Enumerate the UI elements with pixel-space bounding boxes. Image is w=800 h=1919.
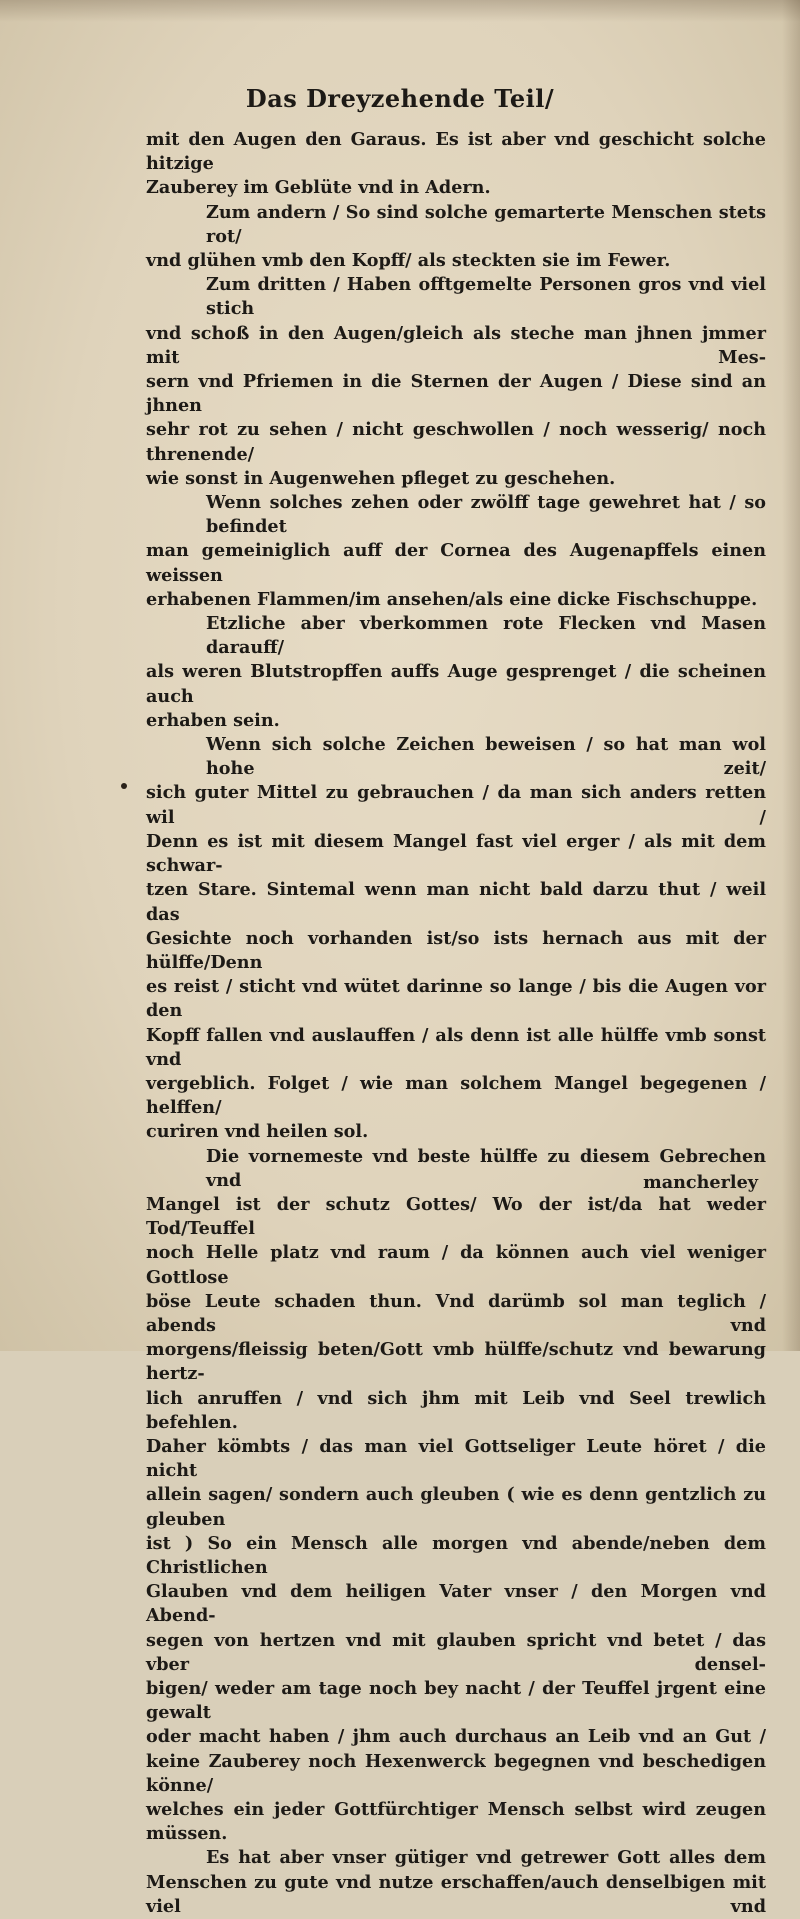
paragraph: [146, 1846, 766, 1919]
text-line: segen von hertzen vnd mit glauben spricht vnd betet / das vber densel-: [146, 1629, 766, 1675]
text-line: morgens/fleissig beten/Gott vmb hülffe/schutz vnd bewarung hertz-: [146, 1339, 766, 1385]
text-line: sehr rot zu sehen / nicht geschwollen / noch wesserig/ noch threnende/: [146, 419, 766, 465]
paragraph: [146, 612, 766, 733]
catchword: mancherley: [643, 1172, 758, 1193]
text-line: Gesichte noch vorhanden ist/so ists hernach aus mit der hülffe/Denn: [146, 927, 766, 973]
text-line: Zum dritten / Haben offtgemelte Personen gros vnd viel stich: [206, 274, 766, 320]
body-text: [146, 128, 766, 1919]
text-line: tzen Stare. Sintemal wenn man nicht bald darzu thut / weil das: [146, 879, 766, 925]
text-line: Wenn solches zehen oder zwölff tage gewehret hat / so befindet: [206, 492, 766, 538]
text-line: vergeblich. Folget / wie man solchem Mangel begegenen / helffen/: [146, 1072, 766, 1119]
text-line: curiren vnd heilen sol.: [146, 1121, 369, 1143]
text-line: Mangel ist der schutz Gottes/ Wo der ist/da hat weder Tod/Teuffel: [146, 1193, 766, 1240]
text-line: Die vornemeste vnd beste hülffe zu diesem Gebrechen vnd: [206, 1145, 766, 1191]
text-line: Zum andern / So sind solche gemarterte Menschen stets rot/: [206, 201, 766, 247]
paragraph: [146, 1145, 766, 1847]
text-line: sich guter Mittel zu gebrauchen / da man sich anders retten wil /: [146, 782, 766, 828]
text-line: lich anruffen / vnd sich jhm mit Leib vnd Seel trewlich befehlen.: [146, 1387, 766, 1433]
page-header: Das Dreyzehende Teil/: [245, 84, 555, 113]
paragraph: [146, 491, 766, 612]
paragraph: [146, 733, 766, 1144]
text-line: als weren Blutstropffen auffs Auge gesprenget / die scheinen auch: [146, 661, 766, 707]
page-top-shadow: [0, 0, 800, 22]
paragraph: [146, 273, 766, 491]
text-line: welches ein jeder Gottfürchtiger Mensch selbst wird zeugen müssen.: [146, 1799, 766, 1845]
text-line: Kopff fallen vnd auslauffen / als denn ist alle hülffe vmb sonst vnd: [146, 1024, 766, 1070]
text-line: keine Zauberey noch Hexenwerck begegnen vnd beschedigen könne/: [146, 1750, 766, 1796]
text-line: bigen/ weder am tage noch bey nacht / der Teuffel jrgent eine gewalt: [146, 1678, 766, 1724]
page-edge-shadow: [782, 0, 800, 1351]
text-line: noch Helle platz vnd raum / da können auch viel weniger Gottlose: [146, 1242, 766, 1288]
text-line: vnd schoß in den Augen/gleich als steche man jhnen jmmer mit Mes-: [146, 322, 766, 368]
text-line: Menschen zu gute vnd nutze erschaffen/auch denselbigen mit viel vnd: [146, 1871, 766, 1917]
text-line: Etzliche aber vberkommen rote Flecken vnd Masen darauff/: [206, 613, 766, 659]
text-line: Wenn sich solche Zeichen beweisen / so hat man wol hohe zeit/: [206, 734, 766, 780]
text-line: man gemeiniglich auff der Cornea des Augenapffels einen weissen: [146, 540, 766, 586]
text-line: sern vnd Pfriemen in die Sternen der Augen / Diese sind an jhnen: [146, 371, 766, 417]
text-line: Glauben vnd dem heiligen Vater vnser / den Morgen vnd Abend-: [146, 1581, 766, 1627]
text-line: mit den Augen den Garaus. Es ist aber vnd geschicht solche hitzige: [146, 129, 766, 175]
text-line: Daher kömbts / das man viel Gottseliger Leute höret / die nicht: [146, 1435, 766, 1482]
text-line: erhabenen Flammen/im ansehen/als eine dicke Fischschuppe.: [146, 588, 758, 610]
text-line: Zauberey im Geblüte vnd in Adern.: [146, 177, 491, 199]
text-line: es reist / sticht vnd wütet darinne so lange / bis die Augen vor den: [146, 976, 766, 1022]
text-line: Denn es ist mit diesem Mangel fast viel erger / als mit dem schwar-: [146, 830, 766, 877]
text-line: erhaben sein.: [146, 709, 280, 731]
text-line: oder macht haben / jhm auch durchaus an Leib vnd an Gut /: [146, 1726, 766, 1748]
text-line: vnd glühen vmb den Kopff/ als steckten sie im Fewer.: [146, 250, 671, 272]
text-line: wie sonst in Augenwehen pfleget zu geschehen.: [146, 467, 616, 489]
text-line: ist ) So ein Mensch alle morgen vnd abende/neben dem Christlichen: [146, 1532, 766, 1578]
text-line: allein sagen/ sondern auch gleuben ( wie es denn gentzlich zu gleuben: [146, 1484, 766, 1530]
text-line: Es hat aber vnser gütiger vnd getrewer Gott alles dem: [206, 1847, 766, 1869]
ink-spot: [121, 783, 127, 789]
text-line: böse Leute schaden thun. Vnd darümb sol man teglich / abends vnd: [146, 1290, 766, 1336]
paragraph: [146, 128, 766, 201]
paragraph: [146, 201, 766, 274]
